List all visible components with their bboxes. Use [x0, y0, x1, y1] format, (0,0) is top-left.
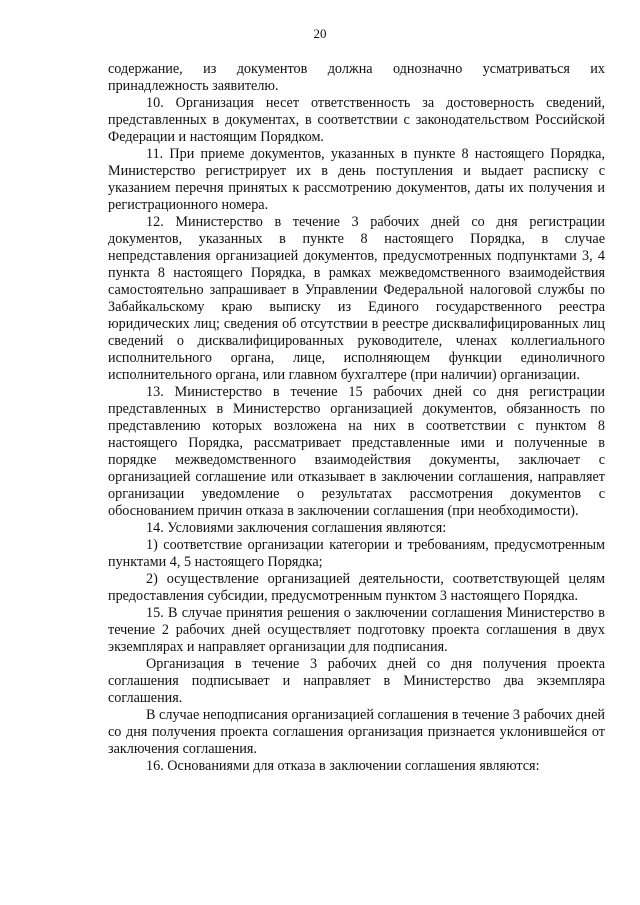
paragraph-13: 13. Министерство в течение 15 рабочих дней со дня регистрации представленных в Министерство организацией документов, обязанность по представлению которых возложена на них в соответствии с пунктом 8 настоящего Порядка, рассматривает представленные ими и полученные в порядке межведомственного взаимодействия документы, заключает с организацией соглашение или отказывает в заключении соглашения, направляет организации уведомление о результатах рассмотрения документов с обоснованием причин отказа в заключении соглашения (при необходимости). — [108, 384, 605, 519]
paragraph-14: 14. Условиями заключения соглашения являются: — [146, 520, 447, 536]
paragraph-16: 16. Основаниями для отказа в заключении соглашения являются: — [146, 758, 540, 774]
paragraph-14-item-1: 1) соответствие организации категории и требованиям, предусмотренным пунктами 4, 5 настоящего Порядка; — [108, 537, 605, 570]
paragraph-15: 15. В случае принятия решения о заключении соглашения Министерство в течение 2 рабочих дней осуществляет подготовку проекта соглашения в двух экземплярах и направляет организации для подписания. — [108, 605, 605, 655]
document-body — [108, 61, 605, 775]
paragraph-continuation: содержание, из документов должна однозначно усматриваться их принадлежность заявителю. — [108, 61, 605, 94]
paragraph-11: 11. При приеме документов, указанных в пункте 8 настоящего Порядка, Министерство регистрирует их в день поступления и выдает расписку с указанием перечня принятых к рассмотрению документов, даты их получения и регистрационного номера. — [108, 146, 605, 213]
paragraph-14-item-2: 2) осуществление организацией деятельности, соответствующей целям предоставления субсидии, предусмотренным пунктом 3 настоящего Порядка. — [108, 571, 605, 604]
paragraph-12: 12. Министерство в течение 3 рабочих дней со дня регистрации документов, указанных в пункте 8 настоящего Порядка, в случае непредставления организацией документов, предусмотренных подпунктами 3, 4 пункта 8 настоящего Порядка, в рамках межведомственного взаимодействия самостоятельно запрашивает в Управлении Федеральной налоговой службы по Забайкальскому краю выписку из Единого государственного реестра юридических лиц; сведения об отсутствии в реестре дисквалифицированных лиц сведений о дисквалифицированных руководителе, членах коллегиального исполнительного органа, лице, исполняющем функции единоличного исполнительного органа, или главном бухгалтере (при наличии) организации. — [108, 214, 605, 383]
paragraph-15-evasion: В случае неподписания организацией соглашения в течение 3 рабочих дней со дня получения проекта соглашения организация признается уклонившейся от заключения соглашения. — [108, 707, 605, 757]
page-number: 20 — [313, 26, 327, 41]
paragraph-15-signing: Организация в течение 3 рабочих дней со дня получения проекта соглашения подписывает и направляет в Министерство два экземпляра соглашения. — [108, 656, 605, 706]
paragraph-10: 10. Организация несет ответственность за достоверность сведений, представленных в документах, в соответствии с законодательством Российской Федерации и настоящим Порядком. — [108, 95, 605, 145]
